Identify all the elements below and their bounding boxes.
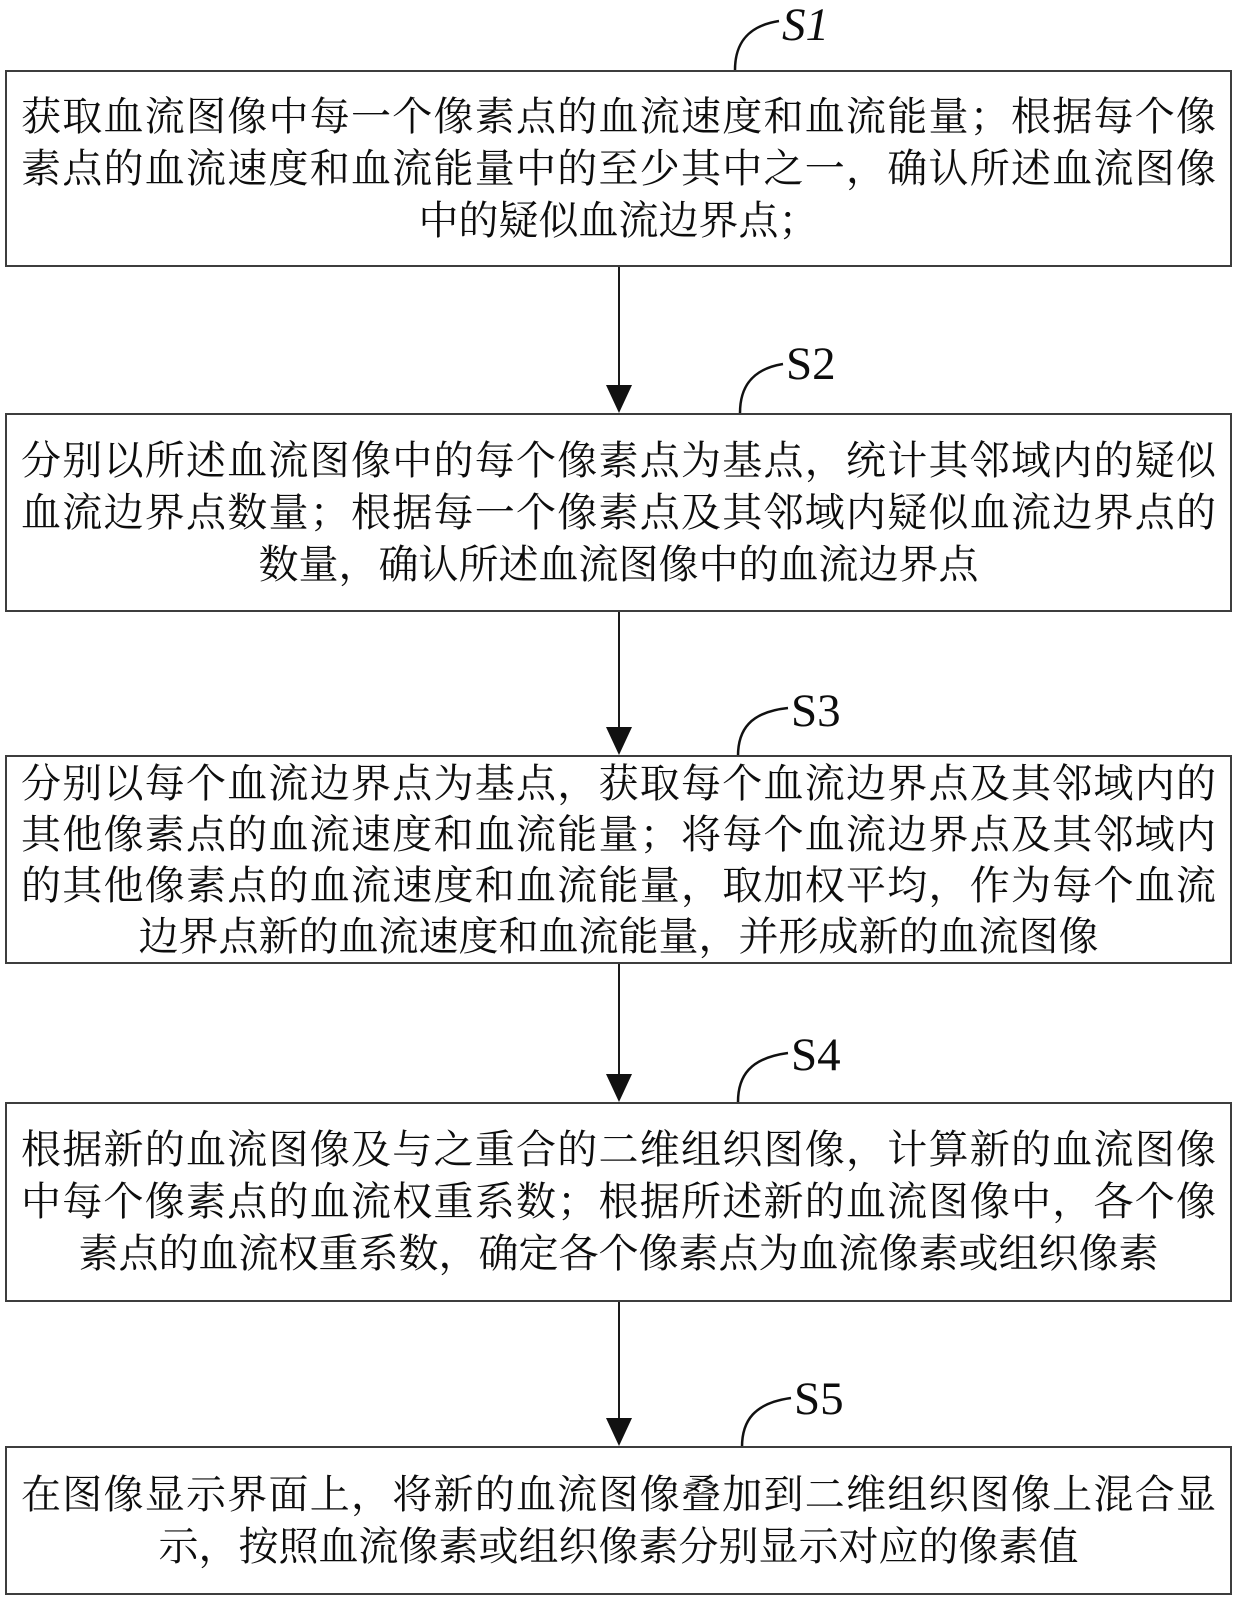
flow-arrow-2-shaft [618,612,620,730]
arrow-down-icon [606,727,632,755]
leader-curve-s3 [738,708,788,756]
step-box-s2 [5,413,1232,612]
step-text-s3: 分别以每个血流边界点为基点，获取每个血流边界点及其邻域内的其他像素点的血流速度和血流能量；将每个血流边界点及其邻域内的其他像素点的血流速度和血流能量，取加权平均，作为每个血流边界点新的血流速度和血流能量，并形成新的血流图像 [21,760,1216,959]
step-text-s5: 在图像显示界面上，将新的血流图像叠加到二维组织图像上混合显示，按照血流像素或组织像素分别显示对应的像素值 [21,1471,1216,1569]
step-text-s4: 根据新的血流图像及与之重合的二维组织图像，计算新的血流图像中每个像素点的血流权重系数；根据所述新的血流图像中，各个像素点的血流权重系数，确定各个像素点为血流像素或组织像素 [21,1127,1216,1276]
leader-curve-s2 [740,364,783,413]
step-box-s4 [5,1102,1232,1302]
step-label-s4: S4 [791,1029,841,1081]
step-box-s1 [5,70,1232,267]
arrow-down-icon [606,1418,632,1446]
step-label-s5: S5 [794,1373,844,1425]
leader-curve-s4 [738,1053,788,1102]
step-label-s1: S1 [782,0,829,51]
step-box-s3 [5,755,1232,964]
leader-curve-s1 [735,21,779,70]
step-text-s2: 分别以所述血流图像中的每个像素点为基点，统计其邻域内的疑似血流边界点数量；根据每一个像素点及其邻域内疑似血流边界点的数量，确认所述血流图像中的血流边界点 [21,437,1216,587]
step-text-s1: 获取血流图像中每一个像素点的血流速度和血流能量；根据每个像素点的血流速度和血流能量中的至少其中之一，确认所述血流图像中的疑似血流边界点； [21,93,1216,243]
flow-arrow-4-shaft [618,1302,620,1419]
flow-arrow-3-shaft [618,964,620,1075]
arrow-down-icon [606,385,632,413]
step-box-s5 [5,1446,1232,1595]
flow-arrow-1-shaft [618,267,620,387]
step-label-s3: S3 [791,685,841,737]
arrow-down-icon [606,1074,632,1102]
step-label-s2: S2 [786,338,836,390]
leader-curve-s5 [742,1398,791,1447]
